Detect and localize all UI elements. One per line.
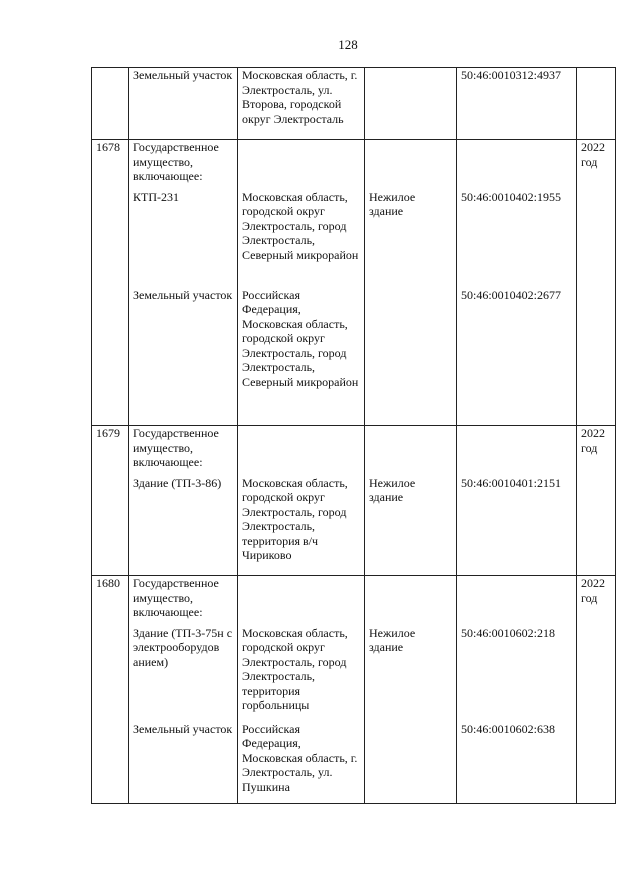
object-name: Земельный участок xyxy=(129,722,238,804)
entry-number xyxy=(92,722,129,804)
page-number: 128 xyxy=(338,37,358,52)
object-name: Здание (ТП-3-86) xyxy=(129,476,238,576)
year xyxy=(577,722,616,804)
entry-number: 1678 xyxy=(92,140,129,190)
object-type xyxy=(365,288,457,426)
cadastral-number: 50:46:0010602:638 xyxy=(457,722,577,804)
cadastral-number: 50:46:0010312:4937 xyxy=(457,68,577,140)
object-name: Земельный участок xyxy=(129,288,238,426)
entry-number: 1679 xyxy=(92,426,129,476)
table-row xyxy=(92,288,616,426)
cadastral-number xyxy=(457,140,577,190)
table-row xyxy=(92,626,616,722)
year xyxy=(577,68,616,140)
year xyxy=(577,476,616,576)
year: 2022 год xyxy=(577,576,616,626)
object-address: Московская область, городской округ Электросталь, город Электросталь, Северный микрорайон xyxy=(238,190,365,288)
object-type: Нежилое здание xyxy=(365,476,457,576)
table-row xyxy=(92,426,616,476)
object-name: Государственное имущество, включающее: xyxy=(129,576,238,626)
object-address xyxy=(238,426,365,476)
object-name: КТП-231 xyxy=(129,190,238,288)
object-address: Российская Федерация, Московская область, городской округ Электросталь, город Электросталь, Северный микрорайон xyxy=(238,288,365,426)
object-type xyxy=(365,722,457,804)
object-address: Российская Федерация, Московская область, г. Электросталь, ул. Пушкина xyxy=(238,722,365,804)
table-row xyxy=(92,476,616,576)
table-row xyxy=(92,722,616,804)
object-address: Московская область, г. Электросталь, ул. Второва, городской округ Электросталь xyxy=(238,68,365,140)
entry-number: 1680 xyxy=(92,576,129,626)
table-row xyxy=(92,140,616,190)
object-address: Московская область, городской округ Электросталь, город Электросталь, территория горбольницы xyxy=(238,626,365,722)
year xyxy=(577,626,616,722)
object-address xyxy=(238,576,365,626)
year: 2022 год xyxy=(577,426,616,476)
object-name: Земельный участок xyxy=(129,68,238,140)
table-row xyxy=(92,576,616,626)
property-registry-table xyxy=(91,67,616,804)
cadastral-number: 50:46:0010402:2677 xyxy=(457,288,577,426)
object-address: Московская область, городской округ Электросталь, город Электросталь, территория в/ч Чириково xyxy=(238,476,365,576)
object-type xyxy=(365,576,457,626)
cadastral-number xyxy=(457,576,577,626)
object-type xyxy=(365,140,457,190)
entry-number xyxy=(92,68,129,140)
year: 2022 год xyxy=(577,140,616,190)
year xyxy=(577,288,616,426)
object-type xyxy=(365,426,457,476)
object-type: Нежилое здание xyxy=(365,626,457,722)
table-row xyxy=(92,190,616,288)
object-name: Здание (ТП-3-75н с электрооборудов анием) xyxy=(129,626,238,722)
entry-number xyxy=(92,288,129,426)
entry-number xyxy=(92,190,129,288)
object-name: Государственное имущество, включающее: xyxy=(129,140,238,190)
object-address xyxy=(238,140,365,190)
cadastral-number xyxy=(457,426,577,476)
entry-number xyxy=(92,476,129,576)
entry-number xyxy=(92,626,129,722)
year xyxy=(577,190,616,288)
object-name: Государственное имущество, включающее: xyxy=(129,426,238,476)
object-type xyxy=(365,68,457,140)
table-row xyxy=(92,68,616,140)
object-type: Нежилое здание xyxy=(365,190,457,288)
cadastral-number: 50:46:0010602:218 xyxy=(457,626,577,722)
cadastral-number: 50:46:0010402:1955 xyxy=(457,190,577,288)
cadastral-number: 50:46:0010401:2151 xyxy=(457,476,577,576)
